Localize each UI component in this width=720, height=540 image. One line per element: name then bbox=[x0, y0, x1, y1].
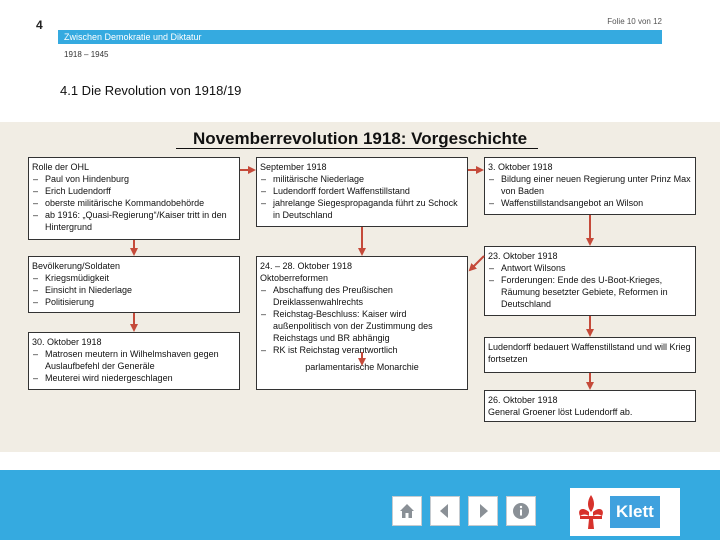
list-item: – Forderungen: Ende des U-Boot-Krieges, Räumung besetzter Gebiete, Reformen in Deutschland bbox=[488, 274, 692, 310]
list-item: – Reichstag-Beschluss: Kaiser wird außenpolitisch von der Zustimmung des Reichstags und BR abhängig bbox=[260, 308, 464, 344]
list-item: – Paul von Hindenburg bbox=[32, 173, 236, 185]
box-subtitle: Oktoberreformen bbox=[260, 273, 329, 283]
list-item: – Meuterei wird niedergeschlagen bbox=[32, 372, 236, 384]
list-item: – Abschaffung des Preußischen Dreiklassenwahlrechts bbox=[260, 284, 464, 308]
box-title: 26. Oktober 1918 bbox=[488, 395, 558, 405]
list-item: – Ludendorff fordert Waffenstillstand bbox=[260, 185, 464, 197]
info-button[interactable] bbox=[506, 496, 536, 526]
page-indicator: Folie 10 von 12 bbox=[607, 17, 662, 26]
box-title: 30. Oktober 1918 bbox=[32, 337, 102, 347]
subheader: 1918 – 1945 bbox=[64, 50, 109, 59]
arrow-oktober23-to-oktober24 bbox=[470, 256, 484, 270]
home-button[interactable] bbox=[392, 496, 422, 526]
list-item: – oberste militärische Kommandobehörde bbox=[32, 197, 236, 209]
logo-text: Klett bbox=[610, 496, 660, 528]
box-title: Bevölkerung/Soldaten bbox=[32, 261, 121, 271]
klett-logo bbox=[570, 488, 680, 536]
section-title: 4.1 Die Revolution von 1918/19 bbox=[60, 83, 242, 98]
box-title: Rolle der OHL bbox=[32, 162, 90, 172]
list-item: – Politisierung bbox=[32, 296, 236, 308]
list-item: – jahrelange Siegespropaganda führt zu Schock in Deutschland bbox=[260, 197, 464, 221]
forward-button[interactable] bbox=[468, 496, 498, 526]
list-item: – Einsicht in Niederlage bbox=[32, 284, 236, 296]
list-item: – militärische Niederlage bbox=[260, 173, 464, 185]
list-item: – Antwort Wilsons bbox=[488, 262, 692, 274]
box-title: 3. Oktober 1918 bbox=[488, 162, 553, 172]
list-item: – Erich Ludendorff bbox=[32, 185, 236, 197]
fleur-de-lis-icon bbox=[574, 492, 608, 532]
list-item: – Bildung einer neuen Regierung unter Prinz Max von Baden bbox=[488, 173, 692, 197]
box-text: Ludendorff bedauert Waffenstillstand und will Krieg fortsetzen bbox=[488, 342, 691, 364]
list-item: – Kriegsmüdigkeit bbox=[32, 272, 236, 284]
box-conclusion: parlamentarische Monarchie bbox=[305, 362, 419, 372]
list-item: – Matrosen meutern in Wilhelmshaven gegen Auslaufbefehl der Generäle bbox=[32, 348, 236, 372]
forward-arrow-icon bbox=[473, 501, 493, 521]
info-icon bbox=[511, 501, 531, 521]
list-item: – RK ist Reichstag verantwortlich bbox=[260, 344, 464, 356]
back-button[interactable] bbox=[430, 496, 460, 526]
back-arrow-icon bbox=[435, 501, 455, 521]
list-item: – Waffenstillstandsangebot an Wilson bbox=[488, 197, 692, 209]
box-title: September 1918 bbox=[260, 162, 327, 172]
box-title: 23. Oktober 1918 bbox=[488, 251, 558, 261]
box-title: 24. – 28. Oktober 1918 bbox=[260, 261, 353, 271]
header-bar: Zwischen Demokratie und Diktatur bbox=[58, 30, 658, 44]
list-item: – ab 1916: „Quasi-Regierung“/Kaiser tritt in den Hintergrund bbox=[32, 209, 236, 233]
home-icon bbox=[397, 501, 417, 521]
main-title: Novemberrevolution 1918: Vorgeschichte bbox=[192, 129, 528, 148]
slide-number: 4 bbox=[36, 18, 43, 32]
box-text: General Groener löst Ludendorff ab. bbox=[488, 407, 633, 417]
